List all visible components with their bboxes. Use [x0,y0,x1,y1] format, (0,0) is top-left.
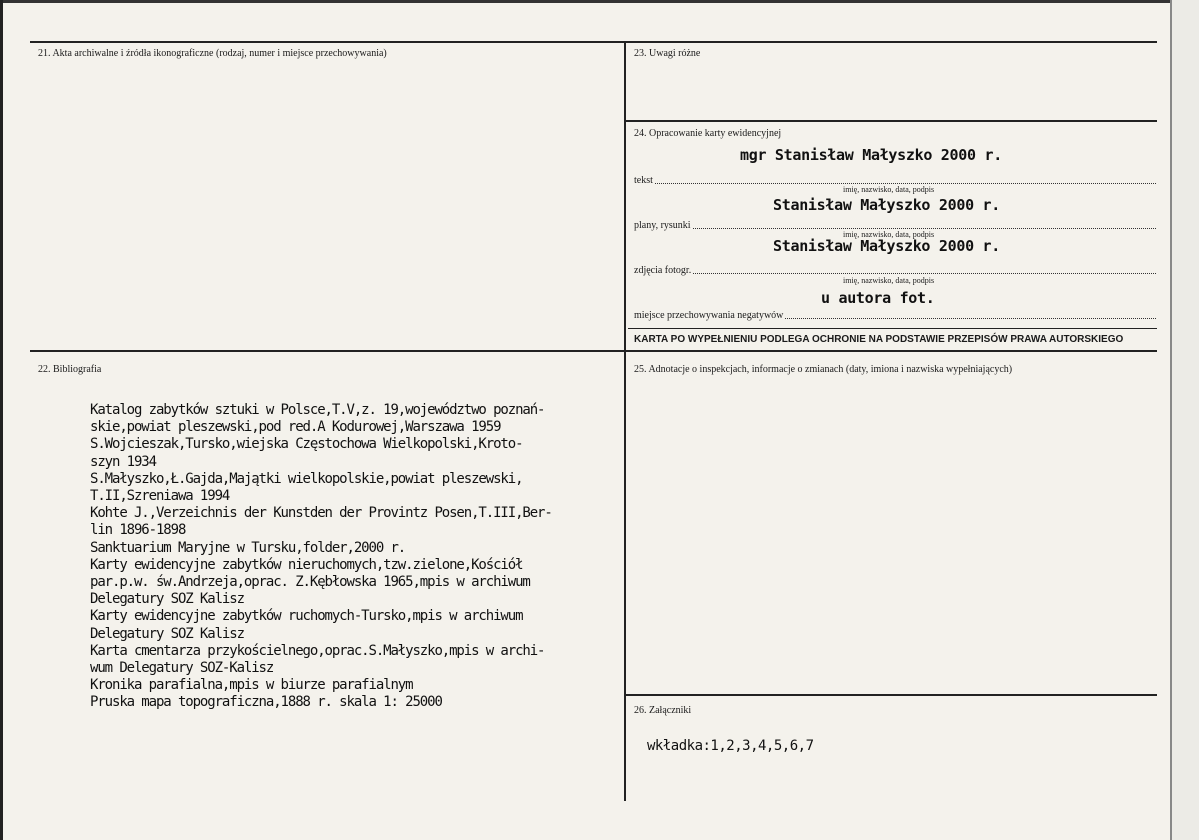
bibliography-line: S.Wojcieszak,Tursko,wiejska Częstochowa Wielkopolski,Kroto- [90,436,523,453]
negatives-location-row [634,309,1156,321]
dotted-line [693,228,1156,229]
section-25-label: 25. Adnotacje o inspekcjach, informacje o zmianach (daty, imiona i nazwiska wypełniających) [634,364,1013,375]
section-23-bottom-rule [624,120,1157,122]
bibliography-line: Delegatury SOZ Kalisz [90,591,244,608]
center-divider [624,41,626,801]
section-26-label: 26. Załączniki [634,705,692,716]
section-26-top-rule [624,694,1157,696]
copyright-notice: KARTA PO WYPEŁNIENIU PODLEGA OCHRONIE NA PODSTAWIE PRZEPISÓW PRAWA AUTORSKIEGO [634,334,1124,345]
bibliography-line: S.Małyszko,Ł.Gajda,Majątki wielkopolskie,powiat pleszewski, [90,470,523,487]
photos-author-label: zdjęcia fotogr. [634,265,692,276]
drawings-author-label: plany, rysunki [634,220,691,231]
bibliography-line: Karty ewidencyjne zabytków ruchomych-Tursko,mpis w archiwum [90,608,523,625]
photos-author-caption: imię, nazwisko, data, podpis [843,276,935,285]
bibliography-line: T.II,Szreniawa 1994 [90,488,230,505]
dotted-line [785,318,1156,319]
bibliography-line: wum Delegatury SOZ-Kalisz [90,660,274,677]
attachments-value: wkładka:1,2,3,4,5,6,7 [647,738,814,754]
bibliography-line: Sanktuarium Maryjne w Tursku,folder,2000 r. [90,539,406,556]
page-right-margin [1170,0,1199,840]
bibliography-line: Pruska mapa topograficzna,1888 r. skala 1: 25000 [90,694,442,711]
page-left-edge [0,0,3,840]
text-author-caption: imię, nazwisko, data, podpis [843,185,935,194]
bibliography-line: Karty ewidencyjne zabytków nieruchomych,tzw.zielone,Kościół [90,556,523,573]
negatives-location-value: u autora fot. [821,289,935,307]
dotted-line [655,183,1156,184]
text-author-label: tekst [634,175,653,186]
top-rule [30,41,1157,43]
dotted-line [693,273,1156,274]
bibliography-line: lin 1896-1898 [90,522,186,539]
section-23-label: 23. Uwagi różne [634,48,701,59]
text-author-value: mgr Stanisław Małyszko 2000 r. [740,146,1002,164]
drawings-author-caption: imię, nazwisko, data, podpis [843,230,935,239]
middle-rule [30,350,1157,352]
bibliography-line: Katalog zabytków sztuki w Polsce,T.V,z. 19,województwo poznań- [90,402,545,418]
photos-author-value: Stanisław Małyszko 2000 r. [773,237,1001,255]
photos-author-row [634,264,1156,276]
bibliography-line: Kohte J.,Verzeichnis der Kunstden der Provintz Posen,T.III,Ber- [90,505,552,522]
notice-top-rule [628,328,1157,329]
drawings-author-value: Stanisław Małyszko 2000 r. [773,196,1001,214]
bibliography-line: Delegatury SOZ Kalisz [90,625,244,642]
bibliography-list [90,402,552,712]
page-top-edge [0,0,1199,3]
bibliography-line: par.p.w. św.Andrzeja,oprac. Z.Kębłowska 1965,mpis w archiwum [90,574,530,591]
section-24-label: 24. Opracowanie karty ewidencyjnej [634,128,782,139]
bibliography-line: szyn 1934 [90,453,156,470]
bibliography-line: Kronika parafialna,mpis w biurze parafialnym [90,677,413,694]
section-21-label: 21. Akta archiwalne i źródła ikonograficzne (rodzaj, numer i miejsce przechowywania) [38,48,387,59]
bibliography-line: skie,powiat pleszewski,pod red.A Kodurowej,Warszawa 1959 [90,419,501,436]
bibliography-line: Karta cmentarza przykościelnego,oprac.S.Małyszko,mpis w archi- [90,642,545,659]
negatives-location-label: miejsce przechowywania negatywów [634,310,784,321]
section-22-label: 22. Bibliografia [38,364,102,375]
